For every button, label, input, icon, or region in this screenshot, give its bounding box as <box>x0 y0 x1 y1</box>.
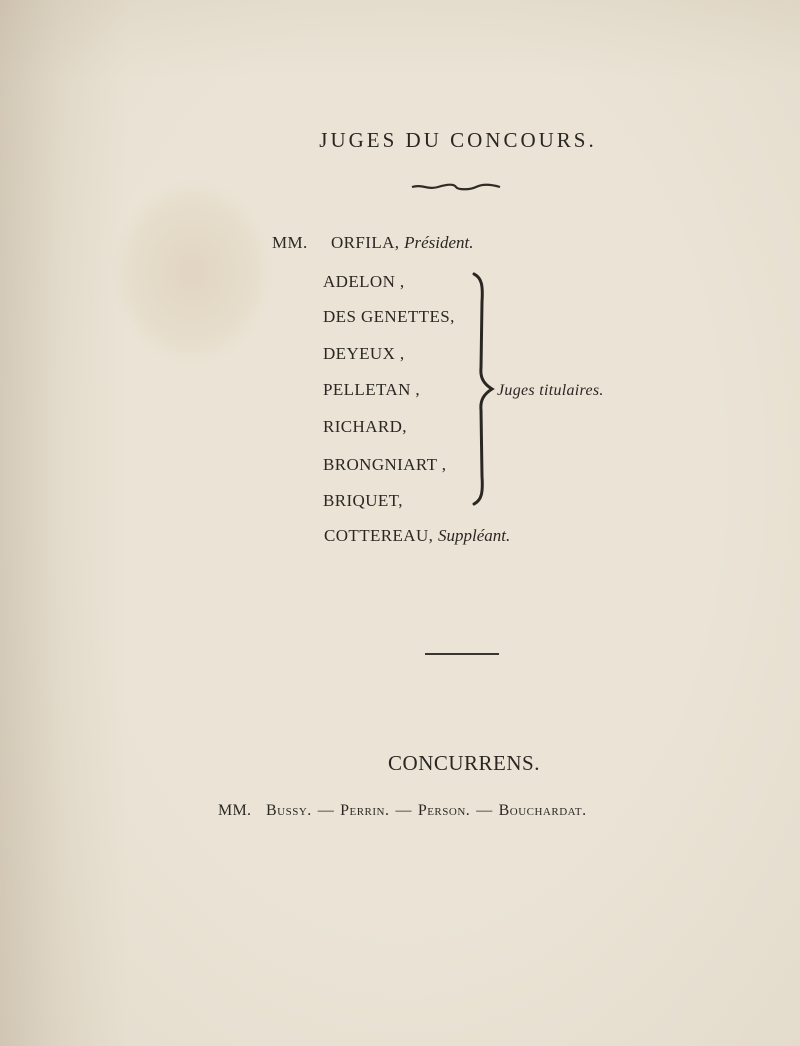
name-separator: — <box>476 802 493 819</box>
right-brace <box>470 272 500 506</box>
candidate-name: Perrin. <box>340 802 390 819</box>
substitute-sep: , <box>428 526 438 545</box>
ornament-rule <box>410 182 502 192</box>
page-title: JUGES DU CONCOURS. <box>319 128 597 152</box>
judge-item: DEYEUX , <box>323 344 405 363</box>
substitute-name: COTTEREAU <box>324 526 429 545</box>
name-separator: — <box>317 802 335 819</box>
candidates-line <box>218 802 587 820</box>
judge-item: BRONGNIART , <box>323 455 447 474</box>
candidate-name: Person. <box>417 802 471 819</box>
mm-prefix: MM. <box>272 233 308 252</box>
name-separator: — <box>395 802 412 819</box>
substitute-line <box>324 526 510 546</box>
judge-item: PELLETAN , <box>323 380 421 399</box>
paper-stain <box>112 180 272 365</box>
candidate-name: Bouchardat. <box>498 802 587 819</box>
bracket-label: Juges titulaires. <box>497 382 604 399</box>
president-name: ORFILA <box>331 233 395 252</box>
president-role: Président. <box>404 233 474 252</box>
president-sep: , <box>394 233 405 252</box>
section-title: CONCURRENS. <box>388 751 540 775</box>
candidate-name: Bussy. <box>265 802 312 819</box>
judge-item: DES GENETTES, <box>323 307 455 326</box>
judge-item: BRIQUET, <box>323 491 403 510</box>
candidates-prefix: MM. <box>218 802 252 819</box>
judge-item: RICHARD, <box>323 417 407 436</box>
judge-item: ADELON , <box>323 272 405 291</box>
divider <box>425 653 499 655</box>
president-line <box>272 233 474 253</box>
substitute-role: Suppléant. <box>437 526 511 545</box>
